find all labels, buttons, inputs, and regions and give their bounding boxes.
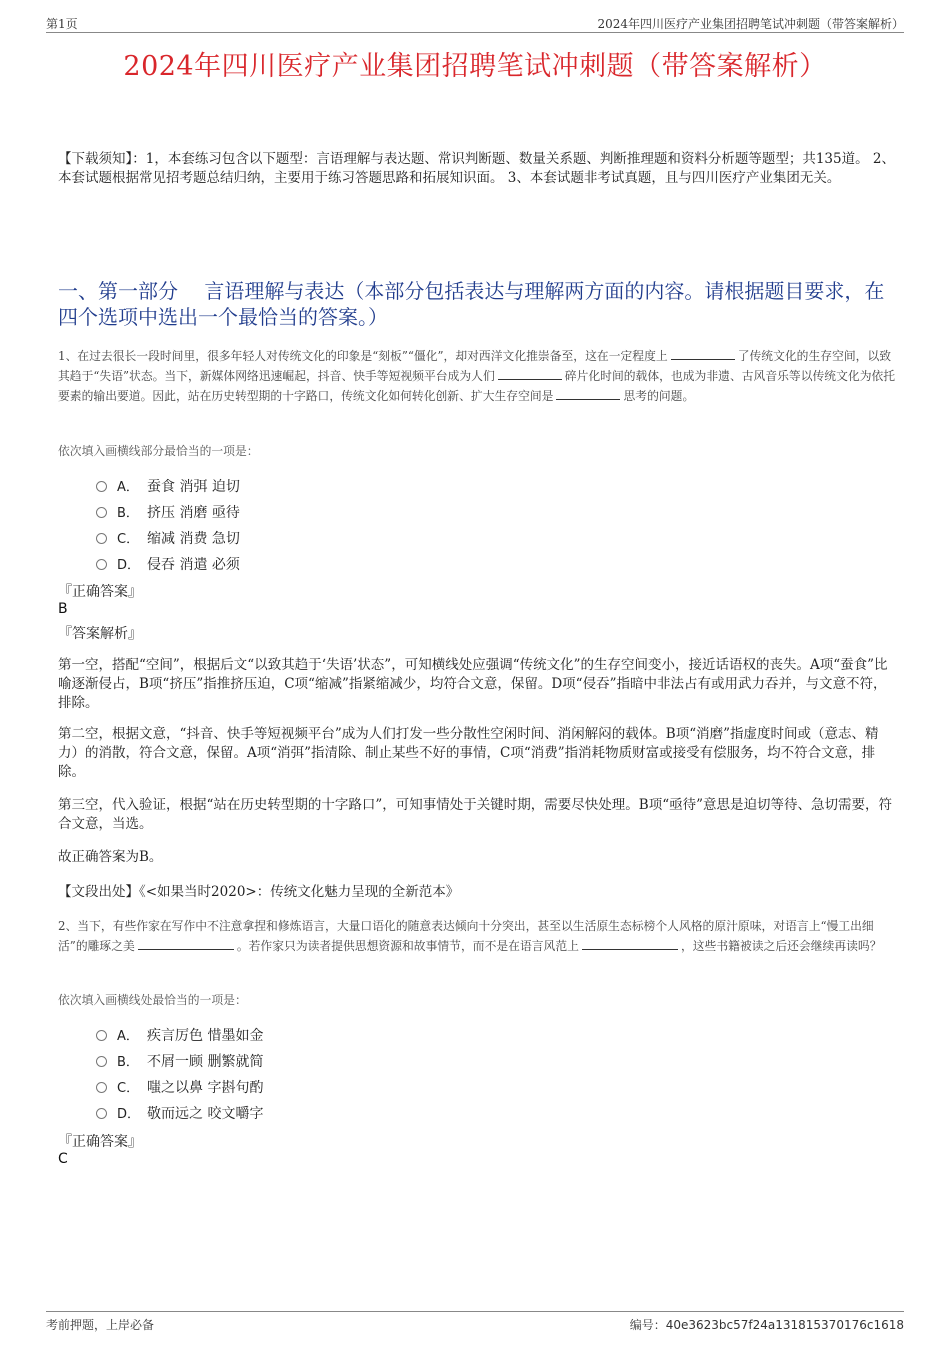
document-title: 2024年四川医疗产业集团招聘笔试冲刺题（带答案解析） bbox=[123, 51, 827, 82]
radio-button[interactable] bbox=[96, 1082, 107, 1093]
question-2-option-d[interactable]: D． 敬而远之 咬文嚼字 bbox=[96, 1103, 263, 1123]
radio-button[interactable] bbox=[96, 1030, 107, 1041]
header-doc-title: 2024年四川医疗产业集团招聘笔试冲刺题（带答案解析） bbox=[597, 17, 904, 31]
blank-line bbox=[582, 937, 678, 950]
page-header bbox=[46, 12, 904, 33]
correct-answer-label: 『正确答案』 bbox=[58, 584, 142, 600]
radio-button[interactable] bbox=[96, 507, 107, 518]
page-footer bbox=[46, 1311, 904, 1334]
question-2-option-b[interactable]: B． 不屑一顾 删繁就简 bbox=[96, 1051, 263, 1071]
radio-button[interactable] bbox=[96, 559, 107, 570]
blank-line bbox=[498, 367, 562, 380]
radio-button[interactable] bbox=[96, 1108, 107, 1119]
blank-line bbox=[556, 387, 620, 400]
question-1-text: 1、在过去很长一段时间里，很多年轻人对传统文化的印象是“刻板”“僵化”，却对西洋文化推崇备至，这在一定程度上 了传统文化的生存空间，以致其趋于“失语”状态。当下，新媒体网络迅速崛起，抖音、快手等短视频平台成为人们 碎片化时间的载体，也成为非遗、古风音乐等以传统文化为依托要素的输出要道。因此，站在历史转型期的十字路口，传统文化如何转化创新、扩大生存空间是 思考的问题。 bbox=[58, 349, 896, 403]
radio-button[interactable] bbox=[96, 1056, 107, 1067]
blank-line bbox=[671, 347, 735, 360]
radio-button[interactable] bbox=[96, 533, 107, 544]
text-source: 【文段出处】《<如果当时2020>：传统文化魅力呈现的全新范本》 bbox=[58, 884, 460, 900]
section-heading: 一、第一部分 言语理解与表达（本部分包括表达与理解两方面的内容。请根据题目要求，在四个选项中选出一个最恰当的答案。） bbox=[58, 279, 885, 329]
page-number: 第1页 bbox=[46, 17, 78, 31]
radio-button[interactable] bbox=[96, 481, 107, 492]
analysis-label: 『答案解析』 bbox=[58, 626, 142, 642]
blank-line bbox=[138, 937, 234, 950]
question-1-option-b[interactable]: B． 挤压 消磨 亟待 bbox=[96, 502, 240, 522]
correct-answer-value: B bbox=[58, 601, 68, 617]
analysis-paragraph: 第一空，搭配“空间”，根据后文“以致其趋于‘失语’状态”，可知横线处应强调“传统文化”的生存空间变小，接近话语权的丧失。A项“蚕食”比喻逐渐侵占，B项“挤压”指推挤压迫，C项“缩减”指紧缩减少，均符合文意，保留。D项“侵吞”指暗中非法占有或用武力吞并，与文意不符，排除。 bbox=[58, 657, 888, 711]
question-2-text: 2、当下，有些作家在写作中不注意拿捏和修炼语言，大量口语化的随意表达倾向十分突出，甚至以生活原生态标榜个人风格的原汁原味，对语言上“慢工出细活”的雕琢之美 。若作家只为读者提供思想资源和故事情节，而不是在语言风范上 ，这些书籍被读之后还会继续再读吗？ bbox=[58, 919, 882, 953]
question-1-prompt: 依次填入画横线部分最恰当的一项是： bbox=[58, 444, 259, 458]
question-2-prompt: 依次填入画横线处最恰当的一项是： bbox=[58, 993, 247, 1007]
download-notice: 【下载须知】：1，本套练习包含以下题型：言语理解与表达题、常识判断题、数量关系题、判断推理题和资料分析题等题型；共135道。 2、本套试题根据常见招考题总结归纳，主要用于练习答题思路和拓展知识面。 3、本套试题非考试真题，且与四川医疗产业集团无关。 bbox=[58, 151, 895, 186]
analysis-conclusion: 故正确答案为B。 bbox=[58, 849, 163, 865]
footer-slogan: 考前押题，上岸必备 bbox=[46, 1318, 155, 1332]
analysis-paragraph: 第三空，代入验证，根据“站在历史转型期的十字路口”，可知事情处于关键时期，需要尽快处理。B项“亟待”意思是迫切等待、急切需要，符合文意，当选。 bbox=[58, 797, 893, 832]
analysis-paragraph: 第二空，根据文意，“抖音、快手等短视频平台”成为人们打发一些分散性空闲时间、消闲解闷的载体。B项“消磨”指虚度时间或（意志、精力）的消散，符合文意，保留。A项“消弭”指清除、制止某些不好的事情，C项“消费”指消耗物质财富或接受有偿服务，均不符合文意，排除。 bbox=[58, 726, 879, 780]
question-2-option-c[interactable]: C． 嗤之以鼻 字斟句酌 bbox=[96, 1077, 263, 1097]
question-1-option-a[interactable]: A． 蚕食 消弭 迫切 bbox=[96, 476, 240, 496]
document-code: 编号：40e3623bc57f24a131815370176c1618 bbox=[629, 1318, 904, 1332]
correct-answer-label: 『正确答案』 bbox=[58, 1134, 142, 1150]
question-1-option-d[interactable]: D． 侵吞 消遣 必须 bbox=[96, 554, 240, 574]
correct-answer-value: C bbox=[58, 1151, 68, 1167]
question-1-option-c[interactable]: C． 缩减 消费 急切 bbox=[96, 528, 240, 548]
question-2-option-a[interactable]: A． 疾言厉色 惜墨如金 bbox=[96, 1025, 263, 1045]
